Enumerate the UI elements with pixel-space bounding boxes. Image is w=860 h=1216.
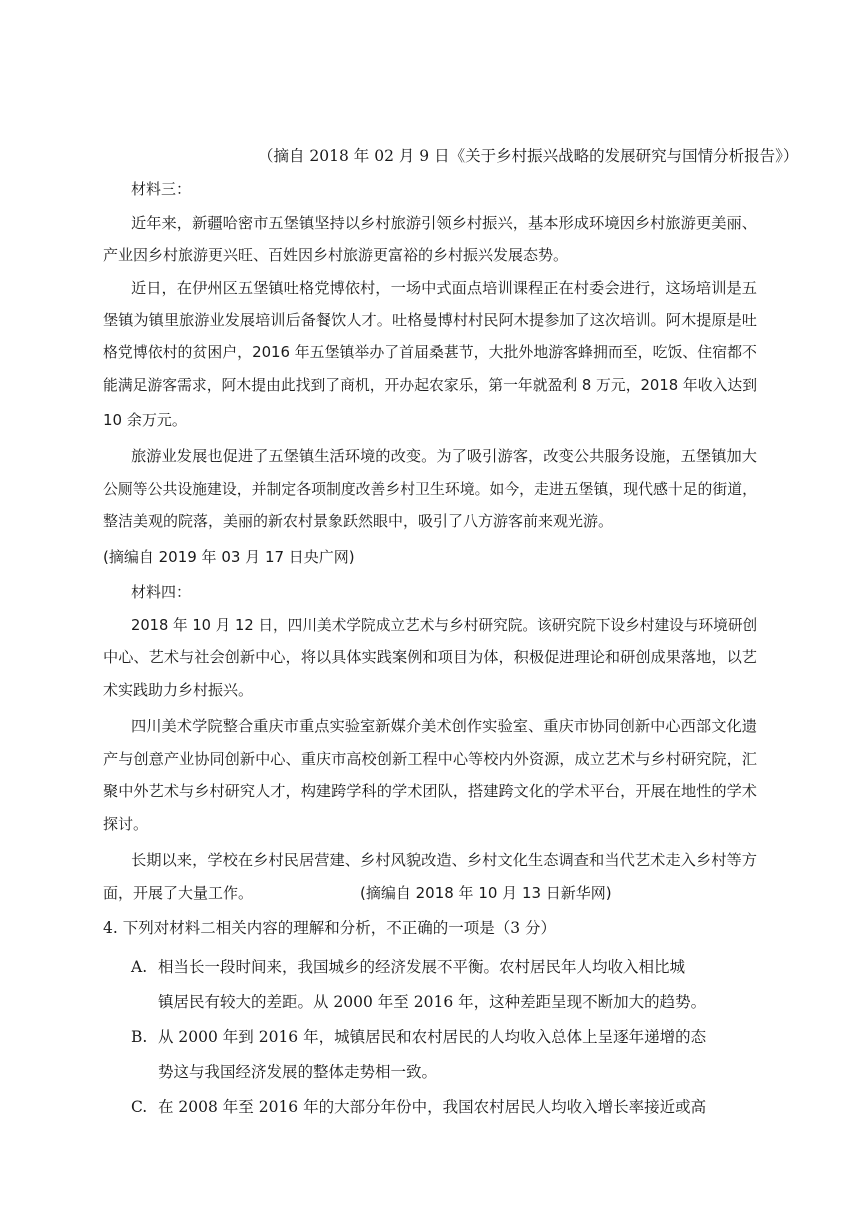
paragraph-line: 整洁美观的院落，美丽的新农村景象跃然眼中，吸引了八方游客前来观光游。 — [103, 512, 614, 530]
material-four-source: (摘编自 2018 年 10 月 13 日新华网) — [360, 884, 612, 902]
paragraph-line: 10 余万元。 — [103, 411, 187, 429]
paragraph-line: 近年来，新疆哈密市五堡镇坚持以乡村旅游引领乡村振兴，基本形成环境因乡村旅游更美丽、 — [131, 214, 758, 232]
paragraph-line: 中心、艺术与社会创新中心，将以具体实践案例和项目为体，积极促进理论和研创成果落地，以艺 — [103, 648, 758, 666]
option-c-label: C. — [131, 1098, 148, 1116]
material-four-heading: 材料四： — [131, 583, 192, 601]
paragraph-line: 旅游业发展也促进了五堡镇生活环境的改变。为了吸引游客，改变公共服务设施，五堡镇加大 — [131, 447, 758, 465]
paragraph-line: 四川美术学院整合重庆市重点实验室新媒介美术创作实验室、重庆市协同创新中心西部文化遗 — [131, 717, 758, 735]
paragraph-line: 2018 年 10 月 12 日，四川美术学院成立艺术与乡村研究院。该研究院下设乡村建设与环境研创 — [131, 616, 758, 634]
material-three-heading: 材料三： — [131, 180, 192, 198]
paragraph-line: 公厕等公共设施建设，并制定各项制度改善乡村卫生环境。如今，走进五堡镇，现代感十足的街道， — [103, 480, 758, 498]
paragraph-line: 产与创意产业协同创新中心、重庆市高校创新工程中心等校内外资源，成立艺术与乡村研究院，汇 — [103, 750, 758, 768]
paragraph-line: 能满足游客需求，阿木提由此找到了商机，开办起农家乐，第一年就盈利 8 万元，2018 年收入达到 — [103, 376, 758, 394]
option-a-text: 镇居民有较大的差距。从 2000 年至 2016 年，这种差距呈现不断加大的趋势。 — [158, 993, 707, 1011]
material-three-source: (摘编自 2019 年 03 月 17 日央广网) — [103, 548, 355, 566]
paragraph-line: 产业因乡村旅游更兴旺、百姓因乡村旅游更富裕的乡村振兴发展态势。 — [103, 246, 569, 264]
paragraph-line: 面，开展了大量工作。 — [103, 884, 254, 902]
question-stem: 4. 下列对材料二相关内容的理解和分析，不正确的一项是（3 分） — [103, 919, 557, 937]
paragraph-line: 格党博依村的贫困户，2016 年五堡镇举办了首届桑葚节，大批外地游客蜂拥而至，吃饭、住宿都不 — [103, 343, 757, 361]
option-b-text: 从 2000 年到 2016 年，城镇居民和农村居民的人均收入总体上呈逐年递增的态 — [158, 1028, 707, 1046]
option-b-label: B. — [131, 1028, 148, 1046]
paragraph-line: 聚中外艺术与乡村研究人才，构建跨学科的学术团队，搭建跨文化的学术平台，开展在地性的学术 — [103, 782, 758, 800]
option-a-text: 相当长一段时间来，我国城乡的经济发展不平衡。农村居民年人均收入相比城 — [158, 958, 686, 976]
paragraph-line: 探讨。 — [103, 815, 149, 833]
paragraph-line: 近日，在伊州区五堡镇吐格党博依村，一场中式面点培训课程正在村委会进行，这场培训是五 — [131, 279, 758, 297]
paragraph-line: 长期以来，学校在乡村民居营建、乡村风貌改造、乡村文化生态调查和当代艺术走入乡村等方 — [131, 851, 758, 869]
source-citation-material2: （摘自 2018 年 02 月 9 日《关于乡村振兴战略的发展研究与国情分析报告》） — [258, 147, 799, 165]
option-b-text: 势这与我国经济发展的整体走势相一致。 — [158, 1063, 438, 1081]
paragraph-line: 术实践助力乡村振兴。 — [103, 681, 254, 699]
paragraph-line: 堡镇为镇里旅游业发展培训后备餐饮人才。吐格曼博村村民阿木提参加了这次培训。阿木提原是吐 — [103, 311, 758, 329]
option-a-label: A. — [131, 958, 148, 976]
option-c-text: 在 2008 年至 2016 年的大部分年份中，我国农村居民人均收入增长率接近或高 — [158, 1098, 707, 1116]
